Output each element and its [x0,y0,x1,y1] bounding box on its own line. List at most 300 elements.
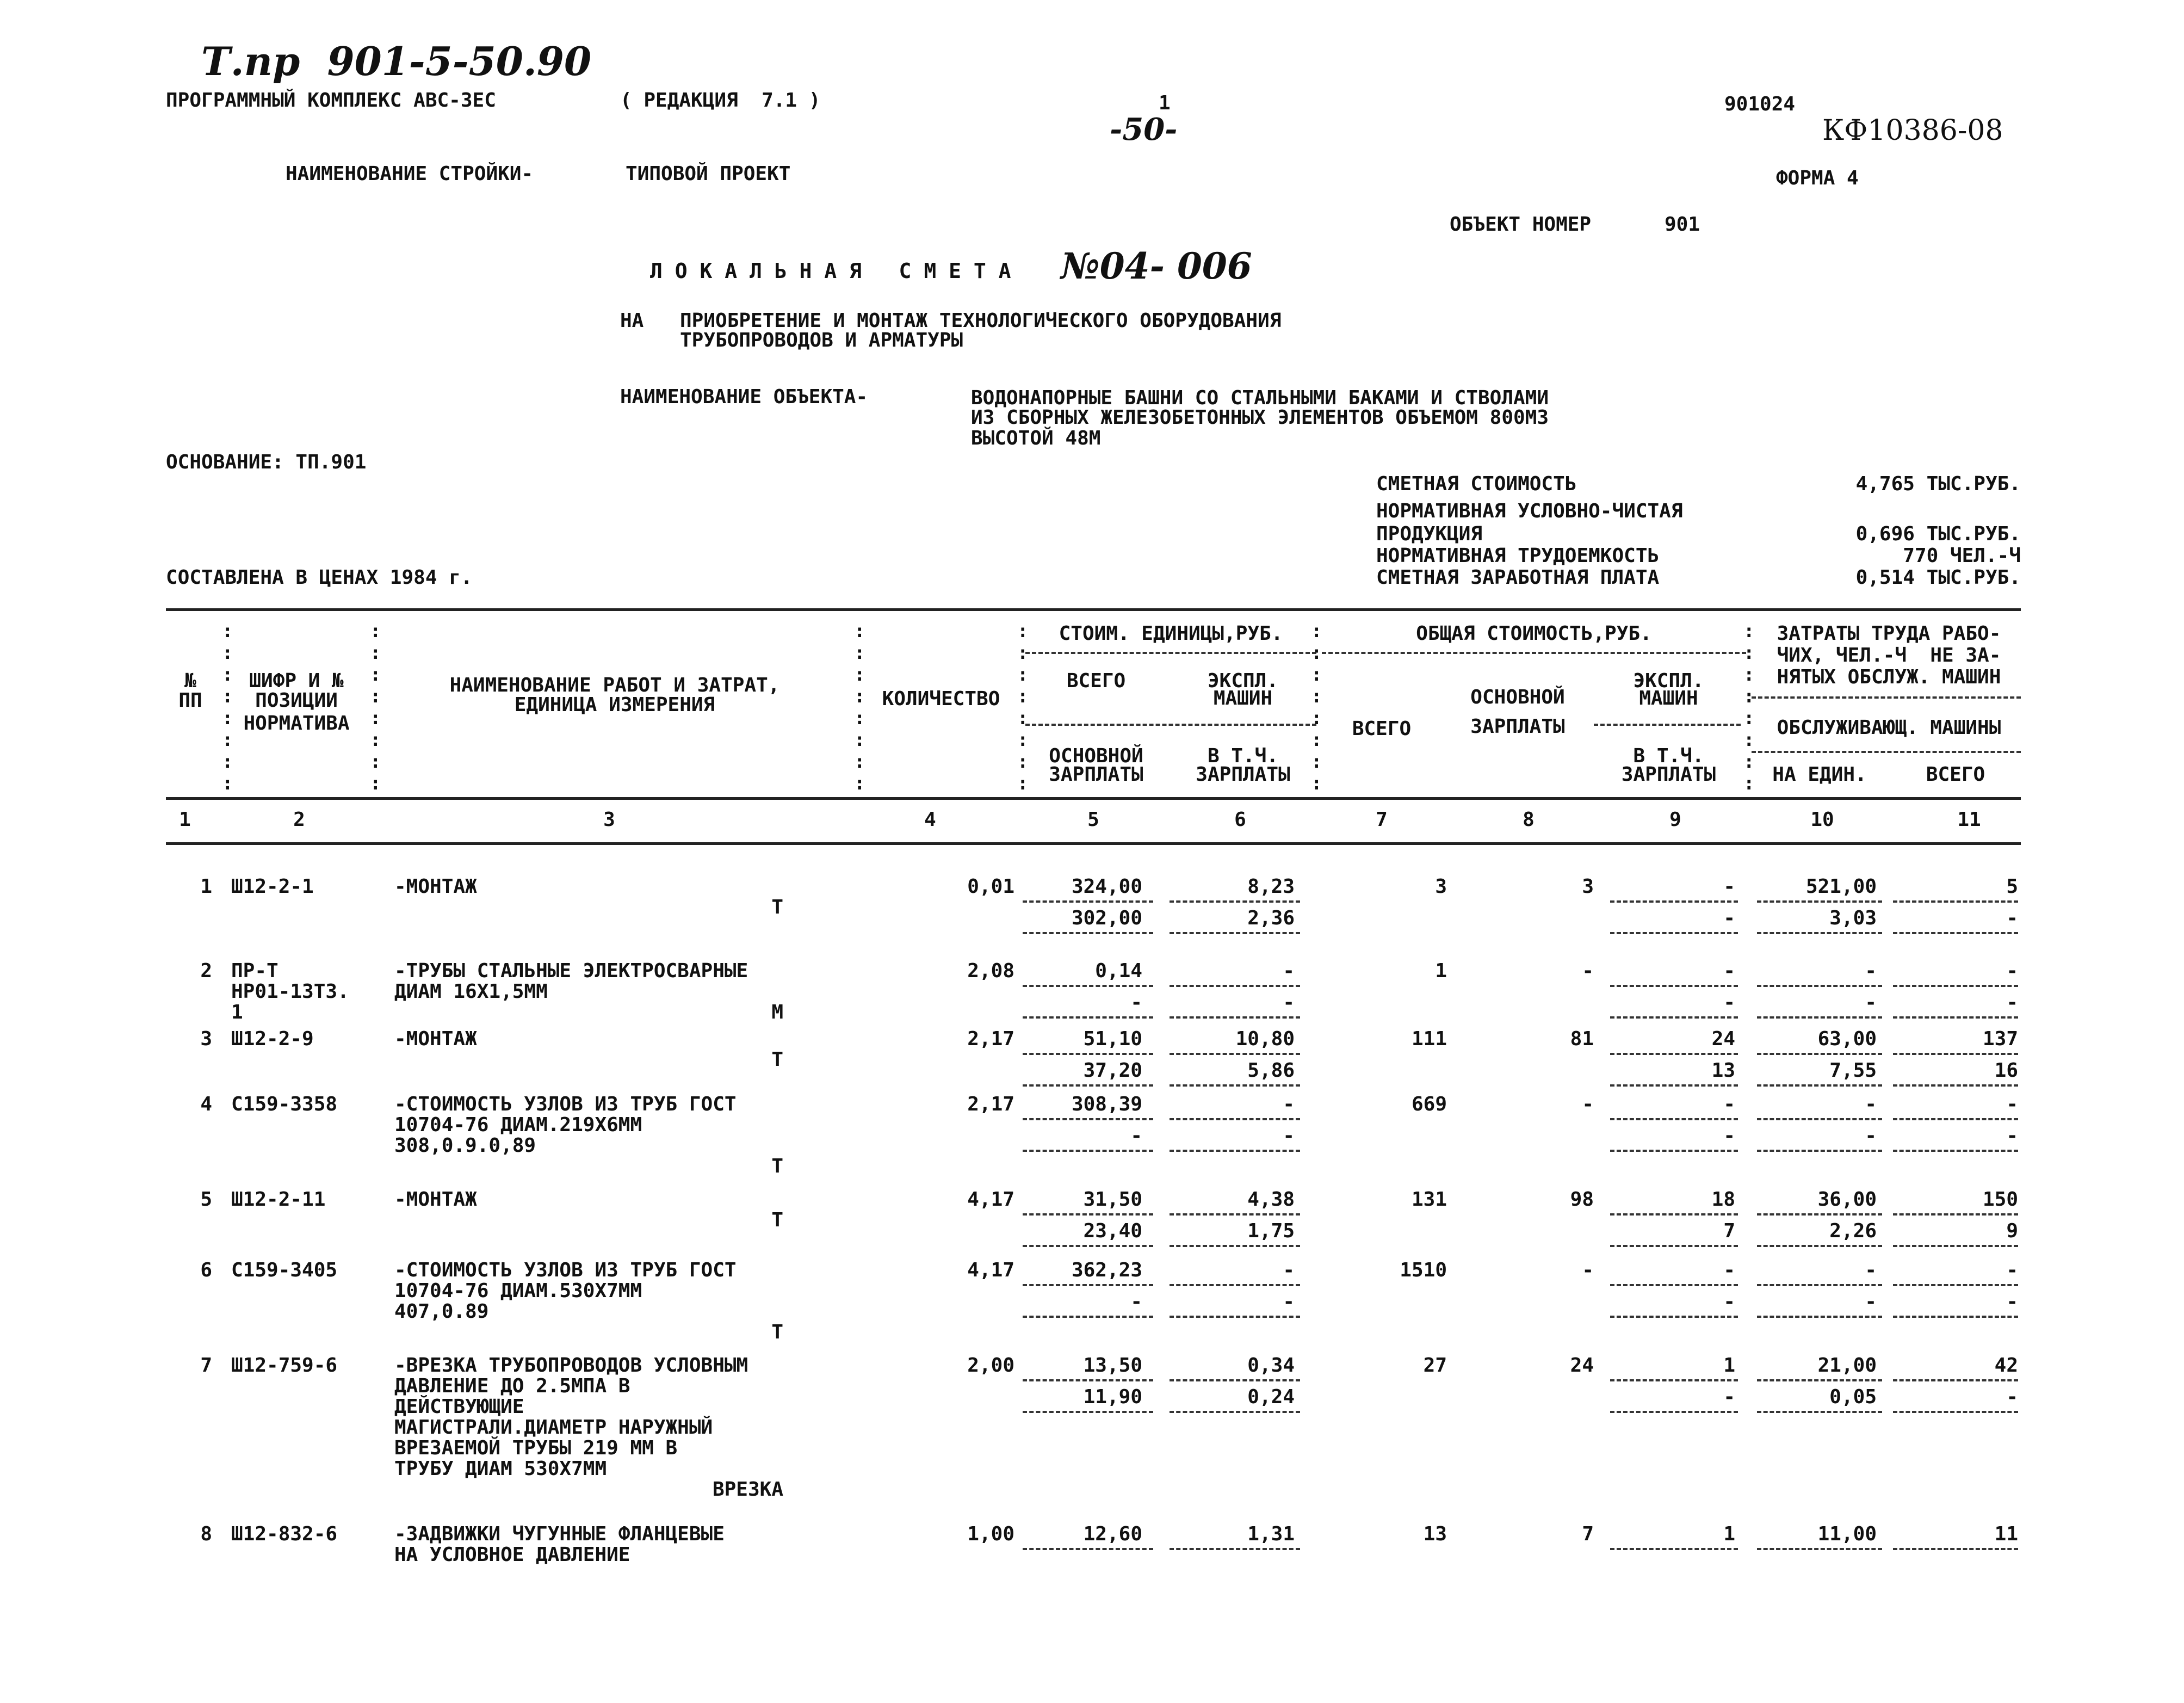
hdr-labor-1: ЗАТРАТЫ ТРУДА РАБО- [1777,622,2001,645]
row-unit-machine: - [1283,1259,1295,1281]
header-sub-rule-machine [1594,724,1741,726]
row-total-machine: - [1723,1093,1735,1115]
row-total-all: 1 [1435,960,1447,982]
row-rule-total-machine [1610,1213,1738,1215]
sep-col-1: : : : : : : : : [222,620,233,794]
row-total-all: 13 [1423,1523,1447,1545]
row-code: С159-3405 [231,1259,338,1281]
row-unit-basic-wage: 11,90 [1083,1386,1142,1408]
row-number: 7 [200,1354,212,1377]
row-rule-unit-total [1023,1213,1153,1215]
row-unit-machine: 10,80 [1235,1028,1295,1050]
row-rule-total-machine [1610,900,1738,903]
row-rule-unit-machine [1170,900,1300,903]
header-sub-rule-unit-2 [1025,724,1316,726]
row-rule-total-machine [1610,1548,1738,1550]
row-quantity: 4,17 [967,1188,1014,1211]
row-labor-unit: 63,00 [1817,1028,1877,1050]
summary-label-0: СМЕТНАЯ СТОИМОСТЬ [1376,473,1577,495]
row-unit-total: 308,39 [1071,1093,1142,1115]
object-number-label: ОБЪЕКТ НОМЕР [1450,213,1592,236]
header-sub-rule-total [1322,652,1746,654]
row-name: -ТРУБЫ СТАЛЬНЫЕ ЭЛЕКТРОСВАРНЫЕ [394,960,748,982]
purpose-na: НА [620,310,644,332]
row-labor-service-total: 9 [2006,1220,2018,1242]
software-name: ПРОГРАММНЫЙ КОМПЛЕКС АВС-ЗЕС [166,89,496,112]
row-rule-unit-total [1023,1548,1153,1550]
row-rule-unit-machine [1170,985,1300,987]
row-total-all: 3 [1435,875,1447,898]
summary-value-2: 0,696 ТЫС.РУБ. [1855,523,2021,545]
row-name: -СТОИМОСТЬ УЗЛОВ ИЗ ТРУБ ГОСТ [394,1259,737,1281]
row-rule-labor-unit-2 [1757,1016,1882,1019]
sep-col-3: : : : : : : : : [854,620,865,794]
row-unit-machine: 1,31 [1247,1523,1295,1545]
hdr-unit-incl-1: В Т.Ч. [1207,745,1279,767]
row-unit-basic-wage: - [1130,991,1142,1014]
row-rule-unit-machine [1170,1213,1300,1215]
row-total-basic: 7 [1582,1523,1594,1545]
row-rule-labor-unit-2 [1757,932,1882,934]
row-quantity: 2,17 [967,1093,1014,1115]
row-quantity: 2,00 [967,1354,1014,1377]
row-unit-incl-wage: 0,24 [1247,1386,1295,1408]
row-name: -СТОИМОСТЬ УЗЛОВ ИЗ ТРУБ ГОСТ [394,1093,737,1115]
row-rule-labor-unit-2 [1757,1150,1882,1152]
colnum-10: 10 [1810,809,1834,831]
row-total-incl-wage: - [1723,1386,1735,1408]
row-total-all: 111 [1411,1028,1447,1050]
row-code: НР01-13Т3. [231,980,349,1003]
row-rule-labor-total-2 [1893,1316,2018,1318]
row-quantity: 4,17 [967,1259,1014,1281]
row-total-incl-wage: - [1723,907,1735,929]
summary-value-3: 770 ЧЕЛ.-Ч [1903,545,2021,567]
row-rule-labor-total [1893,900,2018,903]
row-unit-machine: - [1283,1093,1295,1115]
row-code: Ш12-2-9 [231,1028,314,1050]
row-labor-service-unit: - [1865,1125,1877,1147]
row-rule-labor-total [1893,985,2018,987]
row-name: -ЗАДВИЖКИ ЧУГУННЫЕ ФЛАНЦЕВЫЕ [394,1523,725,1545]
price-basis: СОСТАВЛЕНА В ЦЕНАХ 1984 г. [166,566,473,589]
row-name: ДИАМ 16Х1,5ММ [394,980,548,1003]
row-name: НА УСЛОВНОЕ ДАВЛЕНИЕ [394,1544,630,1566]
colnum-6: 6 [1234,809,1246,831]
row-rule-unit-machine [1170,1118,1300,1120]
row-rule-unit-machine-2 [1170,1245,1300,1247]
row-labor-service-unit: 2,26 [1829,1220,1877,1242]
row-total-basic: - [1582,1093,1594,1115]
row-rule-labor-unit [1757,1379,1882,1381]
row-name: 407,0.89 [394,1300,489,1323]
row-total-machine: 18 [1711,1188,1735,1211]
row-rule-labor-unit-2 [1757,1245,1882,1247]
row-unit-incl-wage: - [1283,1291,1295,1313]
edition: ( РЕДАКЦИЯ 7.1 ) [620,89,821,112]
row-code: С159-3358 [231,1093,338,1115]
hdr-total-basic-1: ОСНОВНОЙ [1470,686,1565,708]
row-total-all: 1510 [1400,1259,1447,1281]
row-name: ВРЕЗАЕМОЙ ТРУБЫ 219 ММ В [394,1437,678,1459]
row-rule-unit-machine-2 [1170,1084,1300,1087]
hdr-n-1: № [184,670,196,692]
basis: ОСНОВАНИЕ: ТП.901 [166,451,367,473]
row-unit-incl-wage: - [1283,1125,1295,1147]
row-labor-service-unit: - [1865,1291,1877,1313]
hdr-labor-total: ВСЕГО [1926,763,1985,786]
row-unit-basic-wage: 23,40 [1083,1220,1142,1242]
construction-value: ТИПОВОЙ ПРОЕКТ [626,163,791,185]
row-unit-basic-wage: - [1130,1291,1142,1313]
row-rule-labor-total [1893,1284,2018,1286]
hdr-unit-basic-2: ЗАРПЛАТЫ [1049,763,1143,786]
row-rule-unit-total [1023,1284,1153,1286]
handwritten-code-right: КФ10386-08 [1822,114,2003,147]
row-rule-labor-total-2 [1893,932,2018,934]
hdr-total-basic-2: ЗАРПЛАТЫ [1470,715,1565,738]
row-rule-total-machine [1610,985,1738,987]
row-name: -МОНТАЖ [394,1188,477,1211]
row-unit: Т [771,1321,783,1343]
row-rule-labor-unit [1757,1284,1882,1286]
sep-col-2: : : : : : : : : [370,620,381,794]
row-rule-total-machine [1610,1053,1738,1055]
hdr-labor-unit: НА ЕДИН. [1772,763,1867,786]
object-name-line-1: ВОДОНАПОРНЫЕ БАШНИ СО СТАЛЬНЫМИ БАКАМИ И СТВОЛАМИ [971,387,1549,409]
row-rule-labor-total [1893,1213,2018,1215]
row-labor-service-unit: 0,05 [1829,1386,1877,1408]
row-rule-unit-total-2 [1023,1411,1153,1413]
row-unit-total: 362,23 [1071,1259,1142,1281]
row-labor-unit: 36,00 [1817,1188,1877,1211]
summary-label-4: СМЕТНАЯ ЗАРАБОТНАЯ ПЛАТА [1376,566,1660,589]
row-total-basic: 3 [1582,875,1594,898]
colnum-11: 11 [1957,809,1981,831]
row-labor-service-total: - [2006,907,2018,929]
row-labor-total: 5 [2006,875,2018,898]
form-label: ФОРМА 4 [1776,167,1859,189]
row-rule-labor-total [1893,1118,2018,1120]
row-rule-unit-machine [1170,1284,1300,1286]
row-total-basic: 98 [1570,1188,1594,1211]
row-rule-unit-total-2 [1023,1016,1153,1019]
row-code: Ш12-2-11 [231,1188,326,1211]
row-rule-total-machine [1610,1284,1738,1286]
row-total-incl-wage: - [1723,1291,1735,1313]
row-unit-basic-wage: 302,00 [1071,907,1142,929]
row-rule-labor-unit [1757,900,1882,903]
page-index: 1 [1159,92,1171,114]
row-rule-labor-total-2 [1893,1411,2018,1413]
row-unit-machine: 4,38 [1247,1188,1295,1211]
row-number: 6 [200,1259,212,1281]
row-name: ДЕЙСТВУЮЩИЕ [394,1396,524,1418]
row-unit-total: 13,50 [1083,1354,1142,1377]
row-rule-unit-machine [1170,1379,1300,1381]
hdr-qty: КОЛИЧЕСТВО [882,688,1000,710]
row-unit-incl-wage: 2,36 [1247,907,1295,929]
row-rule-labor-total [1893,1053,2018,1055]
row-total-incl-wage: - [1723,991,1735,1014]
row-rule-unit-machine [1170,1548,1300,1550]
row-total-incl-wage: 7 [1723,1220,1735,1242]
hdr-unit-incl-2: ЗАРПЛАТЫ [1196,763,1290,786]
row-labor-unit: 521,00 [1805,875,1877,898]
row-rule-unit-machine-2 [1170,1016,1300,1019]
summary-value-4: 0,514 ТЫС.РУБ. [1855,566,2021,589]
row-labor-service-total: 16 [1994,1059,2018,1082]
row-total-incl-wage: - [1723,1125,1735,1147]
row-quantity: 2,08 [967,960,1014,982]
hdr-unit-machine-1: ЭКСПЛ. [1207,670,1279,692]
row-number: 2 [200,960,212,982]
sep-col-4: : : : : : : : : [1017,620,1029,794]
row-unit: Т [771,1155,783,1177]
row-rule-unit-total-2 [1023,1084,1153,1087]
hdr-unit-basic-1: ОСНОВНОЙ [1049,745,1143,767]
row-unit: Т [771,1048,783,1071]
row-labor-service-unit: 7,55 [1829,1059,1877,1082]
row-unit-total: 12,60 [1083,1523,1142,1545]
row-labor-service-unit: 3,03 [1829,907,1877,929]
row-code: ПР-Т [231,960,279,982]
colnum-1: 1 [179,809,191,831]
hdr-name-1: НАИМЕНОВАНИЕ РАБОТ И ЗАТРАТ, [449,674,780,696]
row-number: 3 [200,1028,212,1050]
header-sub-rule-labor [1752,696,2021,699]
colnum-8: 8 [1523,809,1535,831]
row-rule-labor-unit [1757,1213,1882,1215]
colnum-7: 7 [1376,809,1388,831]
row-rule-labor-total [1893,1548,2018,1550]
hdr-labor-3: НЯТЫХ ОБСЛУЖ. МАШИН [1777,666,2001,688]
hdr-name-2: ЕДИНИЦА ИЗМЕРЕНИЯ [514,694,715,716]
row-total-all: 131 [1411,1188,1447,1211]
row-rule-labor-unit-2 [1757,1084,1882,1087]
row-rule-total-machine [1610,1118,1738,1120]
row-rule-unit-total [1023,1053,1153,1055]
hdr-total-cost: ОБЩАЯ СТОИМОСТЬ,РУБ. [1416,622,1652,645]
row-labor-total: 150 [1982,1188,2018,1211]
hdr-code-3: НОРМАТИВА [243,712,350,735]
row-unit-incl-wage: - [1283,991,1295,1014]
row-unit-machine: - [1283,960,1295,982]
summary-value-0: 4,765 ТЫС.РУБ. [1855,473,2021,495]
summary-label-3: НОРМАТИВНАЯ ТРУДОЕМКОСТЬ [1376,545,1660,567]
row-name: -ВРЕЗКА ТРУБОПРОВОДОВ УСЛОВНЫМ [394,1354,748,1377]
row-number: 5 [200,1188,212,1211]
row-unit-incl-wage: 5,86 [1247,1059,1295,1082]
row-name: -МОНТАЖ [394,1028,477,1050]
summary-label-2: ПРОДУКЦИЯ [1376,523,1483,545]
row-unit-total: 31,50 [1083,1188,1142,1211]
row-unit-basic-wage: - [1130,1125,1142,1147]
hdr-total-incl-2: ЗАРПЛАТЫ [1621,763,1716,786]
row-rule-unit-total [1023,1379,1153,1381]
row-labor-total: 11 [1994,1523,2018,1545]
object-number: 901 [1665,213,1700,236]
hdr-unit-total: ВСЕГО [1066,670,1126,692]
row-unit-total: 51,10 [1083,1028,1142,1050]
sep-col-9: : : : : : : : : [1743,620,1755,794]
row-name: 10704-76 ДИАМ.219Х6ММ [394,1114,642,1136]
hdr-code-1: ШИФР И № [249,670,344,692]
row-number: 1 [200,875,212,898]
row-rule-labor-unit-2 [1757,1411,1882,1413]
colnum-2: 2 [293,809,305,831]
row-quantity: 0,01 [967,875,1014,898]
row-rule-labor-total-2 [1893,1016,2018,1019]
row-name: -МОНТАЖ [394,875,477,898]
row-code: Ш12-832-6 [231,1523,338,1545]
row-code: Ш12-759-6 [231,1354,338,1377]
row-total-machine: - [1723,875,1735,898]
hdr-labor-2: ЧИХ, ЧЕЛ.-Ч НЕ ЗА- [1777,644,2001,667]
row-code: Ш12-2-1 [231,875,314,898]
hdr-unit-cost: СТОИМ. ЕДИНИЦЫ,РУБ. [1059,622,1283,645]
header-sub-rule-unit [1025,652,1316,654]
table-mid-rule [166,797,2021,800]
row-labor-total: - [2006,960,2018,982]
row-total-basic: 81 [1570,1028,1594,1050]
hdr-total-incl-1: В Т.Ч. [1633,745,1704,767]
row-rule-labor-total-2 [1893,1084,2018,1087]
row-labor-service-total: - [2006,1125,2018,1147]
row-rule-unit-total-2 [1023,1316,1153,1318]
row-rule-total-machine-2 [1610,1411,1738,1413]
row-rule-unit-machine-2 [1170,932,1300,934]
doc-id: 901024 [1724,93,1796,115]
row-name: МАГИСТРАЛИ.ДИАМЕТР НАРУЖНЫЙ [394,1416,713,1439]
row-total-all: 669 [1411,1093,1447,1115]
table-bottom-rule [166,842,2021,845]
row-rule-unit-machine-2 [1170,1411,1300,1413]
row-name: ДАВЛЕНИЕ ДО 2.5МПА В [394,1375,630,1397]
row-rule-unit-total [1023,1118,1153,1120]
row-unit-total: 0,14 [1095,960,1142,982]
row-rule-labor-unit [1757,1548,1882,1550]
row-rule-unit-total-2 [1023,1150,1153,1152]
row-total-machine: 24 [1711,1028,1735,1050]
row-rule-total-machine-2 [1610,1150,1738,1152]
row-labor-total: - [2006,1259,2018,1281]
colnum-3: 3 [603,809,615,831]
row-rule-total-machine-2 [1610,1316,1738,1318]
colnum-9: 9 [1669,809,1681,831]
row-labor-unit: - [1865,1093,1877,1115]
row-quantity: 2,17 [967,1028,1014,1050]
row-name: ТРУБУ ДИАМ 530Х7ММ [394,1458,607,1480]
row-unit-total: 324,00 [1071,875,1142,898]
purpose-line-2: ТРУБОПРОВОДОВ И АРМАТУРЫ [680,329,963,351]
summary-label-1: НОРМАТИВНАЯ УСЛОВНО-ЧИСТАЯ [1376,500,1683,522]
row-labor-unit: - [1865,960,1877,982]
row-rule-labor-unit-2 [1757,1316,1882,1318]
row-rule-unit-machine-2 [1170,1316,1300,1318]
row-unit-basic-wage: 37,20 [1083,1059,1142,1082]
row-rule-total-machine [1610,1379,1738,1381]
row-unit: Т [771,1209,783,1231]
row-unit-machine: 0,34 [1247,1354,1295,1377]
row-rule-total-machine-2 [1610,1245,1738,1247]
row-labor-service-total: - [2006,991,2018,1014]
row-number: 4 [200,1093,212,1115]
row-labor-unit: 21,00 [1817,1354,1877,1377]
row-code: 1 [231,1001,243,1023]
row-number: 8 [200,1523,212,1545]
row-rule-labor-unit [1757,985,1882,987]
row-labor-unit: - [1865,1259,1877,1281]
object-name-label: НАИМЕНОВАНИЕ ОБЪЕКТА- [620,386,868,408]
row-total-incl-wage: 13 [1711,1059,1735,1082]
row-rule-unit-total-2 [1023,932,1153,934]
colnum-4: 4 [924,809,936,831]
hdr-total-machine-1: ЭКСПЛ. [1633,670,1704,692]
purpose-line-1: ПРИОБРЕТЕНИЕ И МОНТАЖ ТЕХНОЛОГИЧЕСКОГО ОБОРУДОВАНИЯ [680,310,1282,332]
row-rule-unit-total [1023,900,1153,903]
row-total-machine: - [1723,960,1735,982]
row-name: 308,0.9.0,89 [394,1134,536,1157]
row-unit: ВРЕЗКА [712,1478,783,1501]
row-unit-incl-wage: 1,75 [1247,1220,1295,1242]
row-total-basic: 24 [1570,1354,1594,1377]
hdr-n-2: ПП [178,689,202,712]
row-rule-total-machine-2 [1610,1016,1738,1019]
row-rule-total-machine-2 [1610,1084,1738,1087]
row-rule-labor-unit [1757,1053,1882,1055]
row-unit: Т [771,896,783,918]
row-rule-labor-total-2 [1893,1150,2018,1152]
row-rule-unit-total-2 [1023,1245,1153,1247]
hdr-total-all: ВСЕГО [1352,718,1412,740]
row-rule-total-machine-2 [1610,932,1738,934]
row-total-basic: - [1582,1259,1594,1281]
object-name-line-3: ВЫСОТОЙ 48М [971,427,1101,449]
row-total-machine: 1 [1723,1354,1735,1377]
row-labor-total: 137 [1982,1028,2018,1050]
row-name: 10704-76 ДИАМ.530Х7ММ [394,1280,642,1302]
row-total-basic: - [1582,960,1594,982]
hdr-unit-machine-2: МАШИН [1213,687,1273,709]
hdr-total-machine-2: МАШИН [1639,687,1698,709]
row-rule-labor-total [1893,1379,2018,1381]
row-unit: М [771,1001,783,1023]
row-unit-machine: 8,23 [1247,875,1295,898]
header-sub-rule-labor-2 [1752,751,2021,753]
hdr-labor-service: ОБСЛУЖИВАЮЩ. МАШИНЫ [1777,717,2001,739]
row-total-all: 27 [1423,1354,1447,1377]
construction-label: НАИМЕНОВАНИЕ СТРОЙКИ- [286,163,534,185]
row-rule-unit-machine [1170,1053,1300,1055]
row-labor-unit: 11,00 [1817,1523,1877,1545]
table-top-rule [166,608,2021,611]
row-labor-total: 42 [1994,1354,2018,1377]
row-rule-labor-unit [1757,1118,1882,1120]
handwritten-project-code: Т.пр 901-5-50.90 [201,38,592,84]
row-rule-unit-total [1023,985,1153,987]
row-rule-labor-total-2 [1893,1245,2018,1247]
sep-col-6: : : : : : : : : [1311,620,1322,794]
row-labor-service-total: - [2006,1386,2018,1408]
row-rule-unit-machine-2 [1170,1150,1300,1152]
colnum-5: 5 [1087,809,1099,831]
object-name-line-2: ИЗ СБОРНЫХ ЖЕЛЕЗОБЕТОННЫХ ЭЛЕМЕНТОВ ОБЪЕМОМ 800М3 [971,406,1549,429]
handwritten-page-number: -50- [1110,112,1178,147]
hdr-code-2: ПОЗИЦИИ [255,689,338,712]
row-total-machine: 1 [1723,1523,1735,1545]
row-quantity: 1,00 [967,1523,1014,1545]
